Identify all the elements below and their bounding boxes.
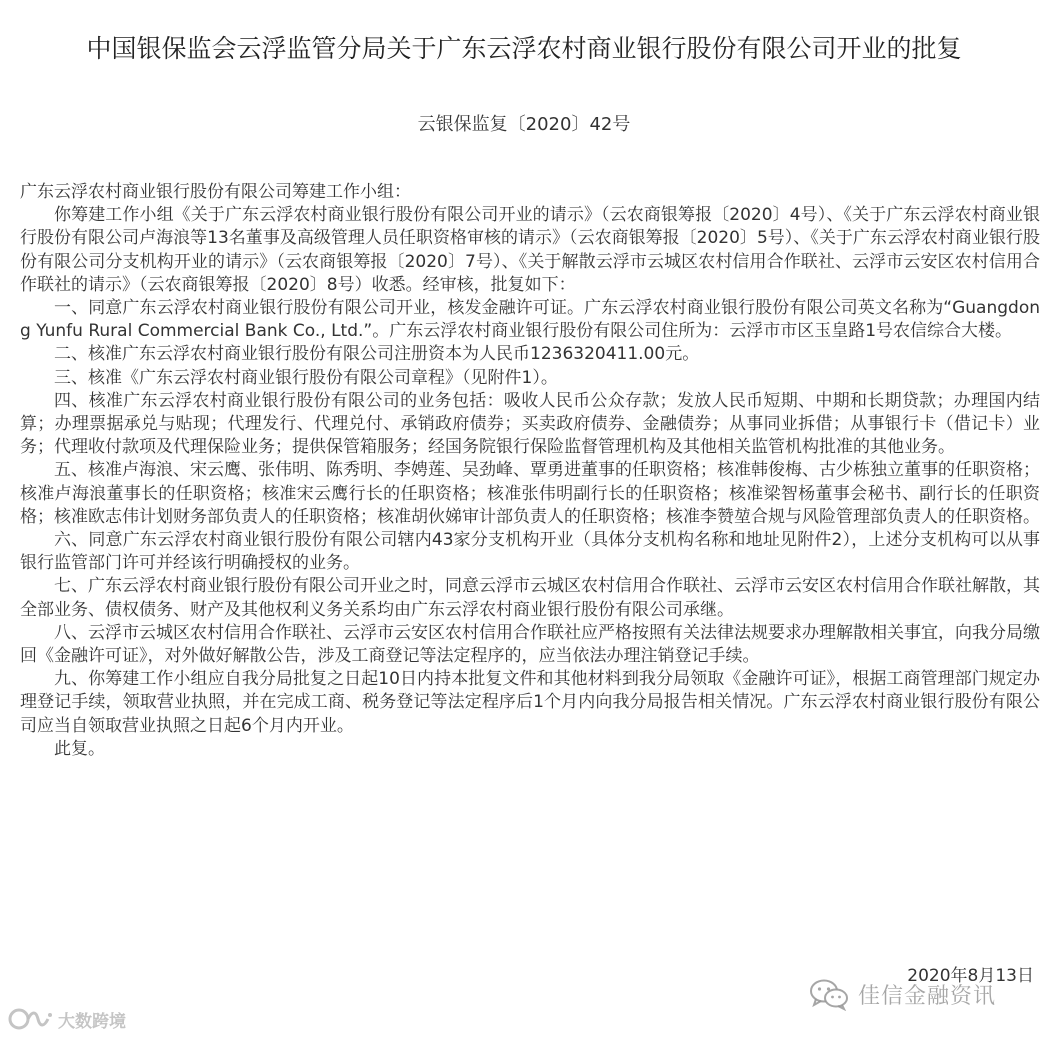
document-title: 中国银保监会云浮监管分局关于广东云浮农村商业银行股份有限公司开业的批复 (86, 34, 962, 63)
paragraph-item-7: 七、广东云浮农村商业银行股份有限公司开业之时，同意云浮市云城区农村信用合作联社、云浮市云安区农村信用合作联社解散，其全部业务、债权债务、财产及其他权利义务关系均由广东云浮农村商业银行股份有限公司承继。 (20, 576, 1040, 620)
paragraph-item-8: 八、云浮市云城区农村信用合作联社、云浮市云安区农村信用合作联社应严格按照有关法律法规要求办理解散相关事宜，向我分局缴回《金融许可证》，对外做好解散公告，涉及工商登记等法定程序的，应当依法办理注销登记手续。 (20, 622, 1040, 667)
paragraph-item-2: 二、核准广东云浮农村商业银行股份有限公司注册资本为人民币1236320411.00元。 (54, 344, 700, 365)
document-number: 云银保监复〔2020〕42号 (417, 114, 631, 135)
paragraph-item-5: 五、核准卢海浪、宋云鹰、张伟明、陈秀明、李娉莲、吴劲峰、覃勇进董事的任职资格；核准韩俊梅、古少栋独立董事的任职资格；核准卢海浪董事长的任职资格；核准宋云鹰行长的任职资格；核准张伟明副行长的任职资格；核准梁智杨董事会秘书、副行长的任职资格；核准欧志伟计划财务部负责人的任职资格；核准胡伙娣审计部负责人的任职资格；核准李赞堃合规与风险管理部负责人的任职资格。 (20, 460, 1040, 527)
document-date: 2020年8月13日 (907, 966, 1034, 986)
paragraph-item-6: 六、同意广东云浮农村商业银行股份有限公司辖内43家分支机构开业（具体分支机构名称和地址见附件2），上述分支机构可以从事银行监管部门许可并经该行明确授权的业务。 (20, 530, 1040, 574)
paragraph-item-4: 四、核准广东云浮农村商业银行股份有限公司的业务包括：吸收人民币公众存款；发放人民币短期、中期和长期贷款；办理国内结算；办理票据承兑与贴现；代理发行、代理兑付、承销政府债券；买卖政府债券、金融债券；从事同业拆借；从事银行卡（借记卡）业务；代理收付款项及代理保险业务；提供保管箱服务；经国务院银行保险监督管理机构及其他相关监管机构批准的其他业务。 (20, 390, 1040, 458)
watermark-left-text: 大数跨境 (58, 1011, 126, 1032)
brand-logo-icon (8, 1006, 54, 1032)
watermark-right-text: 佳信金融资讯 (858, 983, 997, 1009)
watermark-left (8, 1004, 126, 1034)
closing-line: 此复。 (54, 738, 105, 759)
wechat-icon (808, 977, 850, 1011)
paragraph-item-3: 三、核准《广东云浮农村商业银行股份有限公司章程》（见附件1）。 (54, 367, 558, 388)
paragraph-intro: 你筹建工作小组《关于广东云浮农村商业银行股份有限公司开业的请示》（云农商银筹报〔2020〕4号）、《关于广东云浮农村商业银行股份有限公司卢海浪等13名董事及高级管理人员任职资格审核的请示》（云农商银筹报〔2020〕5号）、《关于广东云浮农村商业银行股份有限公司分支机构开业的请示》（云农商银筹报〔2020〕7号）、《关于解散云浮市云城区农村信用合作联社、云浮市云安区农村信用合作联社的请示》（云农商银筹报〔2020〕8号）收悉。经审核，批复如下： (20, 205, 1040, 295)
paragraph-item-1: 一、同意广东云浮农村商业银行股份有限公司开业，核发金融许可证。广东云浮农村商业银行股份有限公司英文名称为“Guangdong Yunfu Rural Commercial Bank Co., Ltd.”。广东云浮农村商业银行股份有限公司住所为：云浮市市区玉皇路1号农信综合大楼。 (20, 298, 1040, 342)
addressee: 广东云浮农村商业银行股份有限公司筹建工作小组： (20, 182, 411, 202)
paragraph-item-9: 九、你筹建工作小组应自我分局批复之日起10日内持本批复文件和其他材料到我分局领取《金融许可证》，根据工商管理部门规定办理登记手续，领取营业执照，并在完成工商、税务登记等法定程序后1个月内向我分局报告相关情况。广东云浮农村商业银行股份有限公司应当自领取营业执照之日起6个月内开业。 (20, 669, 1040, 736)
document-body (20, 181, 1040, 761)
watermark-right (808, 976, 996, 1012)
